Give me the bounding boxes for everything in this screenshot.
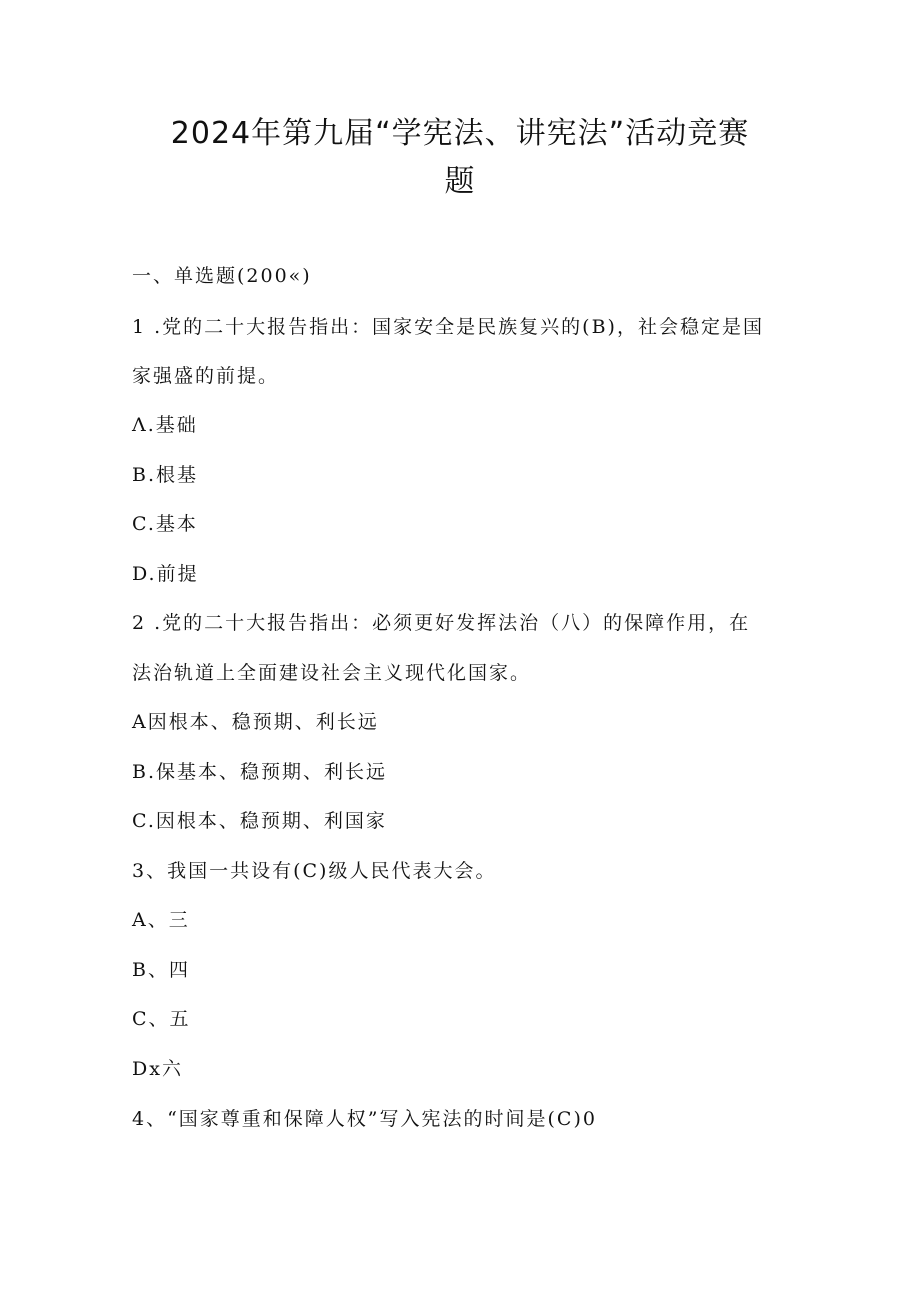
document-title-line-2: 题: [444, 164, 476, 199]
section-heading: 一、单选题(200«): [132, 265, 312, 287]
question-1-option-d: D.前提: [132, 563, 199, 585]
question-2-option-b: B.保基本、稳预期、利长远: [132, 761, 388, 783]
question-2-option-a: A因根本、稳预期、利长远: [132, 711, 379, 733]
question-1-text: 1 .党的二十大报告指出：国家安全是民族复兴的(B)，社会稳定是国: [132, 316, 764, 338]
question-1-text-cont: 家强盛的前提。: [132, 365, 280, 387]
question-2-text-cont: 法治轨道上全面建设社会主义现代化国家。: [132, 662, 532, 684]
question-1-option-b: B.根基: [132, 464, 199, 486]
question-4-text: 4、“国家尊重和保障人权”写入宪法的时间是(C)0: [132, 1108, 597, 1130]
question-2-option-c: C.因根本、稳预期、利国家: [132, 810, 387, 832]
document-title-line-1: 2024年第九届“学宪法、讲宪法”活动竞赛: [170, 116, 750, 151]
question-3-option-a: A、三: [132, 909, 190, 931]
question-3-option-d: Dx六: [132, 1058, 183, 1080]
question-3-option-c: C、五: [132, 1008, 191, 1030]
question-3-option-b: B、四: [132, 959, 190, 981]
question-2-text: 2 .党的二十大报告指出：必须更好发挥法治（八）的保障作用，在: [132, 612, 751, 634]
question-1-option-a: Λ.基础: [132, 414, 198, 436]
question-1-option-c: C.基本: [132, 513, 198, 535]
question-3-text: 3、我国一共设有(C)级人民代表大会。: [132, 860, 497, 882]
